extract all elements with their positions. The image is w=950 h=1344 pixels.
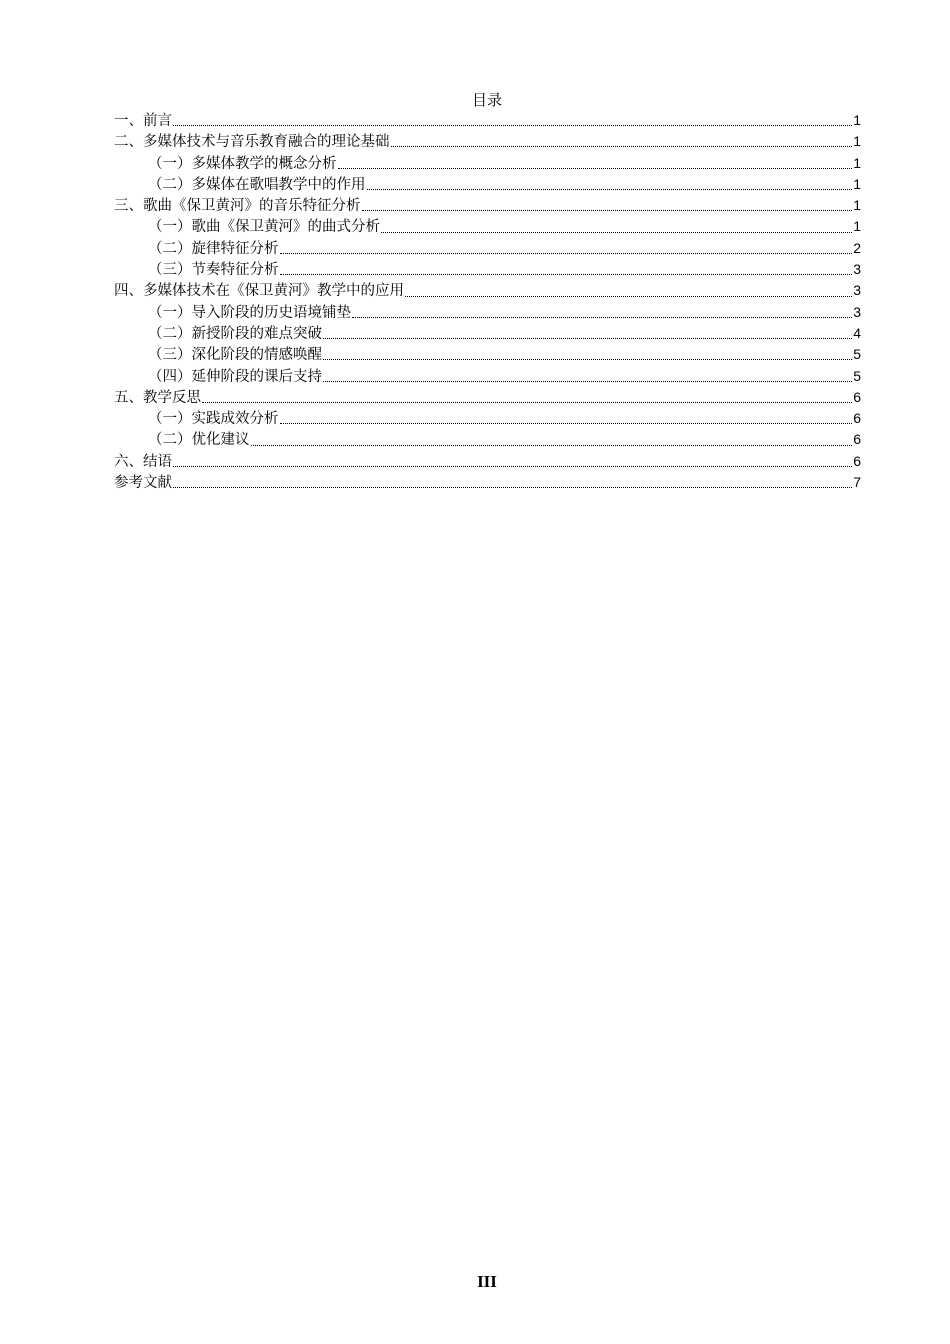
dot-leader xyxy=(323,359,852,360)
toc-entry-page: 3 xyxy=(853,261,861,278)
toc-entry-label: 六、结语 xyxy=(114,453,172,470)
toc-entry[interactable] xyxy=(114,366,861,387)
toc-entry-page: 1 xyxy=(853,175,861,192)
toc-entry-page: 5 xyxy=(853,367,861,384)
toc-entry-label: （二）新授阶段的难点突破 xyxy=(148,325,322,342)
toc-entry-page: 6 xyxy=(853,388,861,405)
dot-leader xyxy=(280,274,853,275)
toc-entry-label: （一）歌曲《保卫黄河》的曲式分析 xyxy=(148,219,380,236)
toc-entry[interactable] xyxy=(114,174,861,195)
toc-entry[interactable] xyxy=(114,451,861,472)
toc-entry-page: 3 xyxy=(853,303,861,320)
toc-entry[interactable] xyxy=(114,344,861,365)
dot-leader xyxy=(338,168,853,169)
toc-entry-label: 二、多媒体技术与音乐教育融合的理论基础 xyxy=(114,134,390,151)
toc-entry-label: （二）旋律特征分析 xyxy=(148,240,279,257)
toc-entry[interactable] xyxy=(114,323,861,344)
page-number: III xyxy=(477,1272,497,1291)
toc-entry[interactable] xyxy=(114,259,861,280)
table-of-contents xyxy=(114,110,861,493)
toc-entry[interactable] xyxy=(114,472,861,493)
toc-entry-page: 1 xyxy=(853,133,861,150)
toc-entry[interactable] xyxy=(114,153,861,174)
dot-leader xyxy=(391,146,853,147)
dot-leader xyxy=(367,189,853,190)
toc-entry-label: （四）延伸阶段的课后支持 xyxy=(148,368,322,385)
dot-leader xyxy=(202,402,852,403)
toc-entry[interactable] xyxy=(114,110,861,131)
toc-entry[interactable] xyxy=(114,408,861,429)
toc-entry-label: （一）多媒体教学的概念分析 xyxy=(148,155,337,172)
toc-entry[interactable] xyxy=(114,195,861,216)
dot-leader xyxy=(381,232,852,233)
toc-entry-label: （三）节奏特征分析 xyxy=(148,262,279,279)
toc-entry[interactable] xyxy=(114,216,861,237)
dot-leader xyxy=(173,125,852,126)
toc-entry-page: 6 xyxy=(853,410,861,427)
dot-leader xyxy=(173,487,852,488)
toc-entry-page: 3 xyxy=(853,282,861,299)
toc-entry-page: 1 xyxy=(853,197,861,214)
dot-leader xyxy=(280,253,853,254)
toc-entry[interactable] xyxy=(114,238,861,259)
dot-leader xyxy=(362,210,853,211)
toc-entry[interactable] xyxy=(114,302,861,323)
toc-entry-page: 2 xyxy=(853,239,861,256)
toc-entry[interactable] xyxy=(114,429,861,450)
toc-entry-page: 5 xyxy=(853,346,861,363)
dot-leader xyxy=(323,338,852,339)
toc-entry-label: （三）深化阶段的情感唤醒 xyxy=(148,347,322,364)
toc-entry-page: 4 xyxy=(853,324,861,341)
toc-entry-label: 四、多媒体技术在《保卫黄河》教学中的应用 xyxy=(114,283,404,300)
toc-entry-page: 7 xyxy=(853,474,861,491)
toc-entry-label: 一、前言 xyxy=(114,113,172,129)
dot-leader xyxy=(352,317,852,318)
toc-entry-page: 1 xyxy=(853,218,861,235)
dot-leader xyxy=(173,466,852,467)
toc-entry[interactable] xyxy=(114,387,861,408)
toc-entry-label: （二）多媒体在歌唱教学中的作用 xyxy=(148,176,366,193)
toc-entry-label: （一）实践成效分析 xyxy=(148,411,279,428)
toc-entry-label: 参考文献 xyxy=(114,475,172,492)
toc-entry-label: 五、教学反思 xyxy=(114,389,201,406)
toc-entry-label: （二）优化建议 xyxy=(148,432,250,449)
toc-entry[interactable] xyxy=(114,131,861,152)
toc-entry-page: 6 xyxy=(853,452,861,469)
dot-leader xyxy=(251,445,853,446)
toc-entry-page: 1 xyxy=(853,154,861,171)
dot-leader xyxy=(280,423,853,424)
toc-entry[interactable] xyxy=(114,280,861,301)
dot-leader xyxy=(405,296,852,297)
dot-leader xyxy=(323,381,852,382)
toc-entry-page: 1 xyxy=(853,112,861,128)
toc-entry-label: （一）导入阶段的历史语境铺垫 xyxy=(148,304,351,321)
toc-entry-page: 6 xyxy=(853,431,861,448)
toc-title: 目录 xyxy=(471,91,502,109)
toc-entry-label: 三、歌曲《保卫黄河》的音乐特征分析 xyxy=(114,198,361,215)
